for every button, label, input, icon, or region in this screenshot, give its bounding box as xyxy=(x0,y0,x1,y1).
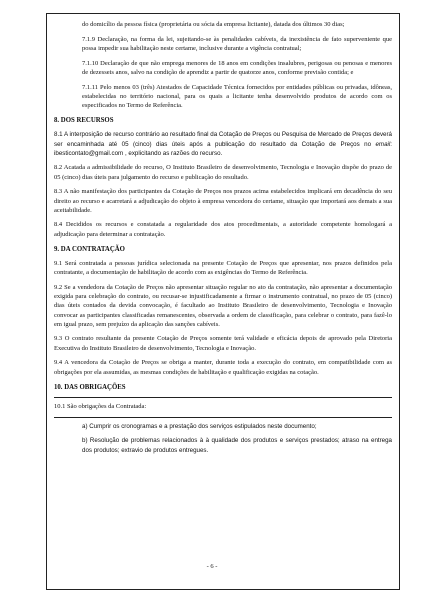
paragraph-7-1-9: 7.1.9 Declaração, na forma da lei, sujeitando-se às penalidades cabíveis, da inexistência de fato superveniente que possa impedir sua habilitação neste certame, inclusive durante a vigência contratual; xyxy=(82,35,392,52)
section-10-heading: 10. DAS OBRIGAÇÕES xyxy=(54,383,126,391)
obligation-item-a: a) Cumprir os cronogramas e a prestação dos serviços estipulados neste documento; xyxy=(82,422,317,430)
page-number: - 6 - xyxy=(206,563,218,570)
paragraph-8-3: 8.3 A não manifestação dos participantes da Cotação de Preços nos prazos acima estabelecidos implicará em decadência do seu direito ao recurso e acarretará a adjudicação do objeto à empresa vencedora do certame, situação que importará aos demais a sua aceitabilidade. xyxy=(54,188,392,214)
paragraph-9-4: 9.4 A vencedora da Cotação de Preços se obriga a manter, durante toda a execução do contrato, em compatibilidade com as obrigações por ela assumidas, as mesmas condições de habilitação e qualificação exigidas na cotação. xyxy=(54,359,392,376)
document-body xyxy=(54,20,392,460)
paragraph-7-1-8-cont: do domicílio da pessoa física (proprietária ou sócia da empresa licitante), datada dos últimos 30 dias; xyxy=(82,21,345,28)
paragraph-8-2: 8.2 Acatada a admissibilidade do recurso, O Instituto Brasileiro de desenvolvimento, Tecnologia e Inovação dispõe do prazo de 05 (cinco) dias úteis para julgamento do recurso e publicação do resultado. xyxy=(54,164,392,181)
section-8-heading: 8. DOS RECURSOS xyxy=(54,117,114,125)
obligation-item-b: b) Resolução de problemas relacionados à à qualidade dos produtos e serviços prestados; atraso na entrega dos produtos; extravio de produtos entregues. xyxy=(82,437,392,454)
paragraph-7-1-10: 7.1.10 Declaração de que não emprega menores de 18 anos em condições insalubres, perigosas ou penosas e menores de dezesseis anos, salvo na condição de aprendiz a partir de quatorze anos, conforme previsão contida; e xyxy=(82,59,392,76)
divider xyxy=(54,417,392,418)
paragraph-10-1: 10.1 São obrigações da Contratada: xyxy=(54,403,147,410)
paragraph-8-4: 8.4 Decididos os recursos e constatada a regularidade dos atos procedimentais, a autoridade competente homologará a adjudicação para determinar a contratação. xyxy=(54,221,392,238)
section-9-heading: 9. DA CONTRATAÇÃO xyxy=(54,245,125,253)
paragraph-9-3: 9.3 O contrato resultante da presente Cotação de Preços somente terá validade e eficácia depois de aprovado pela Diretoria Executiva do Instituto Brasileiro de desenvolvimento, Tecnologia e Inovação. xyxy=(54,335,392,352)
paragraph-8-1 xyxy=(54,130,392,158)
paragraph-9-1: 9.1 Será contratada a pessoas jurídica selecionada na presente Cotação de Preços que apresentar, nos prazos definidos pela contratante, a documentação de habilitação de acordo com as exigências do Termo de Referência. xyxy=(54,260,392,277)
email-address: ibesticontato@gmail.com xyxy=(54,149,124,157)
email-separator: : xyxy=(390,140,392,148)
paragraph-9-2: 9.2 Se a vendedora da Cotação de Preços não apresentar situação regular no ato da contratação, não apresentar a documentação exigida para celebração do contrato, ou recusar-se injustificadamente a firmar o instrumento contratual, no prazo de 05 (cinco) dias úteis contados da devida convocação, é facultado ao Instituto Brasileiro de desenvolvimento, Tecnologia e Inovação convocar as participantes classificadas remanescentes, observada a ordem de classificação, para celebrar o contrato, para fazê-lo em igual prazo, sem prejuízo da aplicação das sanções cabíveis. xyxy=(54,283,392,328)
paragraph-8-1-text: 8.1 A interposição de recurso contrário ao resultado final da Cotação de Preços ou Pesquisa de Mercado de Preços deverá ser encaminhada até 05 (cinco) dias úteis após a publicação do resultado da Cotação de Preços no xyxy=(54,131,392,148)
paragraph-8-1-end: , explicitando as razões do recurso. xyxy=(123,149,223,157)
divider xyxy=(54,397,392,398)
paragraph-7-1-11: 7.1.11 Pelo menos 03 (três) Atestados de Capacidade Técnica fornecidos por entidades públicas ou privadas, idôneas, estabelecidas no território nacional, para os quais a licitante tenha desenvolvido produtos de acordo com os especificados no Termo de Referência. xyxy=(82,83,392,109)
email-label: email xyxy=(375,140,391,148)
